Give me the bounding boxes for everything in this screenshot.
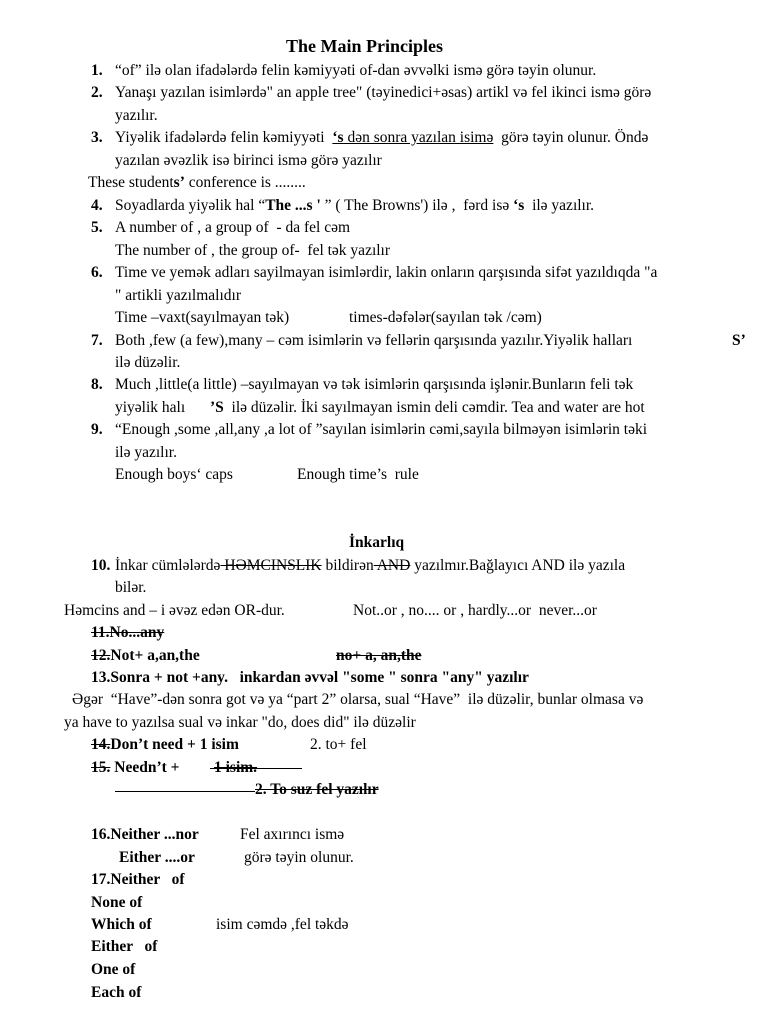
item-3-text-line1: [115, 128, 648, 148]
item-16-neither-nor: 16.Neither ...nor: [91, 826, 199, 843]
item-9-number: 9.: [91, 421, 103, 438]
item-4-bold-the: The ...s ': [265, 197, 325, 214]
item-4-bold-s: ‘s: [513, 197, 525, 214]
item-17-line3: Which of: [91, 916, 152, 933]
item-13-text: [91, 668, 529, 688]
item-6-example-a: Time –vaxt(sayılmayan tək): [115, 309, 290, 326]
item-15-struck-c: 2. To suz fel yazılır: [255, 781, 379, 798]
students-text-c: conference is ........: [184, 174, 306, 191]
item-7-text-line2: ilə düzəlir.: [115, 354, 181, 371]
item-17-rule: isim cəmdə ,fel təkdə: [216, 916, 349, 933]
item-7-number: 7.: [91, 332, 103, 349]
item-17-line2: None of: [91, 894, 143, 911]
hemcins-text-b: Not..or , no.... or , hardly...or never...or: [353, 602, 597, 619]
item-15-number: 15.: [91, 759, 111, 776]
item-7-possessive: S’: [732, 332, 746, 349]
item-4-text-e: ilə yazılır.: [524, 197, 595, 214]
item-4-number: 4.: [91, 197, 103, 214]
item-15-line: [91, 758, 179, 778]
students-possessive: s’: [173, 174, 185, 191]
item-9-text-line2: ilə yazılır.: [115, 444, 177, 461]
item-10-text-c: bildirən: [321, 557, 374, 574]
item-17-line5: One of: [91, 961, 136, 978]
item-9-text-line1: “Enough ,some ,all,any ,a lot of ”sayılan isimlərin cəmi,sayıla bilməyən isimlərin təki: [115, 421, 648, 438]
item-14-number: 14.: [91, 736, 111, 753]
item-6-number: 6.: [91, 264, 103, 281]
item-17-line4: Either of: [91, 938, 158, 955]
item-1-number: 1.: [91, 62, 103, 79]
item-13-line: 13.Sonra + not +any. inkardan əvvəl "some " sonra "any" yazılır: [91, 669, 529, 686]
hemcins-text-a: Həmcins and – i əvəz edən OR-dur.: [64, 602, 285, 619]
item-3-text-d: görə təyin olunur. Öndə: [493, 129, 649, 146]
item-8-text-line2c: ilə düzəlir. İki sayılmayan ismin deli cəmdir. Tea and water are hot: [223, 399, 645, 416]
item-12-number: 12.: [91, 647, 111, 664]
item-3-text-a: Yiyəlik ifadələrdə felin kəmiyyəti: [115, 129, 333, 146]
item-17-line1: 17.Neither of: [91, 871, 185, 888]
item-5-text-line2: The number of , the group of- fel tək yazılır: [115, 242, 391, 259]
item-15-strike-line-1: [210, 768, 302, 769]
item-2-text-line2: yazılır.: [115, 107, 158, 124]
item-12-line: [91, 646, 200, 666]
item-2-number: 2.: [91, 84, 103, 101]
item-3-text-line2: yazılan əvəzlik isə birinci ismə görə yazılır: [115, 152, 382, 169]
item-16-either-or: Either ....or: [119, 849, 195, 866]
item-12-struck-b: no+ a, an,the: [336, 647, 422, 664]
item-10-text-line1: [115, 556, 625, 576]
item-10-struck-and: AND: [373, 557, 411, 574]
item-12-text-a: Not+ a,an,the: [110, 647, 200, 664]
item-3-number: 3.: [91, 129, 103, 146]
item-2-text-line1: Yanaşı yazılan isimlərdə" an apple tree" (təyinedici+əsas) artikl və fel ikinci ismə görə: [115, 84, 652, 101]
students-text-a: These student: [88, 174, 174, 191]
students-example: [88, 173, 306, 193]
item-15-strike-line-2: [115, 791, 255, 792]
item-10-number: 10.: [91, 557, 111, 574]
item-4-text-c: ” ( The Browns') ilə , fərd isə: [324, 197, 514, 214]
have-rule-line2: ya have to yazılsa sual və inkar "do, does did" ilə düzəlir: [64, 714, 416, 731]
item-4-text-a: Soyadlarda yiyəlik hal “: [115, 197, 266, 214]
item-16-text-d: görə təyin olunur.: [244, 849, 354, 866]
item-16-text-b: Fel axırıncı ismə: [240, 826, 345, 843]
item-9-example-a: Enough boys‘ caps: [115, 466, 233, 483]
have-rule-line1: Əgər “Have”-dən sonra got və ya “part 2” olarsa, sual “Have” ilə düzəlir, bunlar olmasa və: [72, 691, 644, 708]
item-5-text-line1: A number of , a group of - da fel cəm: [115, 219, 351, 236]
item-8-text-line1: Much ,little(a little) –sayılmayan və tək isimlərin qarşısında işlənir.Bunların feli tək: [115, 376, 634, 393]
item-14-line: [91, 735, 239, 755]
item-15-text-a: Needn’t +: [110, 759, 180, 776]
item-4-text: [115, 196, 594, 216]
item-15-struck-b: 1 isim.: [214, 759, 258, 776]
item-8-number: 8.: [91, 376, 103, 393]
item-8-possessive: ’S: [210, 399, 224, 416]
item-11-struck: 11.No...any: [91, 624, 165, 641]
item-17-line6: Each of: [91, 984, 142, 1001]
item-14-text-b: 2. to+ fel: [310, 736, 367, 753]
item-9-example-b: Enough time’s rule: [297, 466, 419, 483]
item-10-text-line2: bilər.: [115, 579, 147, 596]
item-8-text-line2a: yiyəlik halı: [115, 399, 186, 416]
item-5-number: 5.: [91, 219, 103, 236]
item-6-text-line1: Time ve yemək adları sayilmayan isimlərdir, lakin onların qarşısında sifət yazıldıqda "a: [115, 264, 658, 281]
item-1-text: “of” ilə olan ifadələrdə felin kəmiyyəti of-dan əvvəlki ismə görə təyin olunur.: [115, 62, 597, 79]
item-6-text-line2: " artikli yazılmalıdır: [115, 287, 241, 304]
item-10-struck-hemcinslik: HƏMCINSLIK: [220, 557, 322, 574]
item-10-text-e: yazılmır.Bağlayıcı AND ilə yazıla: [410, 557, 626, 574]
page-title: The Main Principles: [286, 36, 443, 56]
item-3-underlined-text: dən sonra yazılan isimə: [343, 129, 494, 146]
item-6-example-b: times-dəfələr(sayılan tək /cəm): [349, 309, 542, 326]
item-10-text-a: İnkar cümlələrdə: [115, 557, 221, 574]
item-14-text-a: Don’t need + 1 isim: [110, 736, 239, 753]
item-8-text-line2: [210, 398, 645, 418]
section-heading: İnkarlıq: [349, 534, 405, 551]
item-3-possessive: ‘s: [332, 129, 344, 146]
item-7-text-line1: Both ,few (a few),many – cəm isimlərin və fellərin qarşısında yazılır.Yiyəlik halları: [115, 332, 633, 349]
